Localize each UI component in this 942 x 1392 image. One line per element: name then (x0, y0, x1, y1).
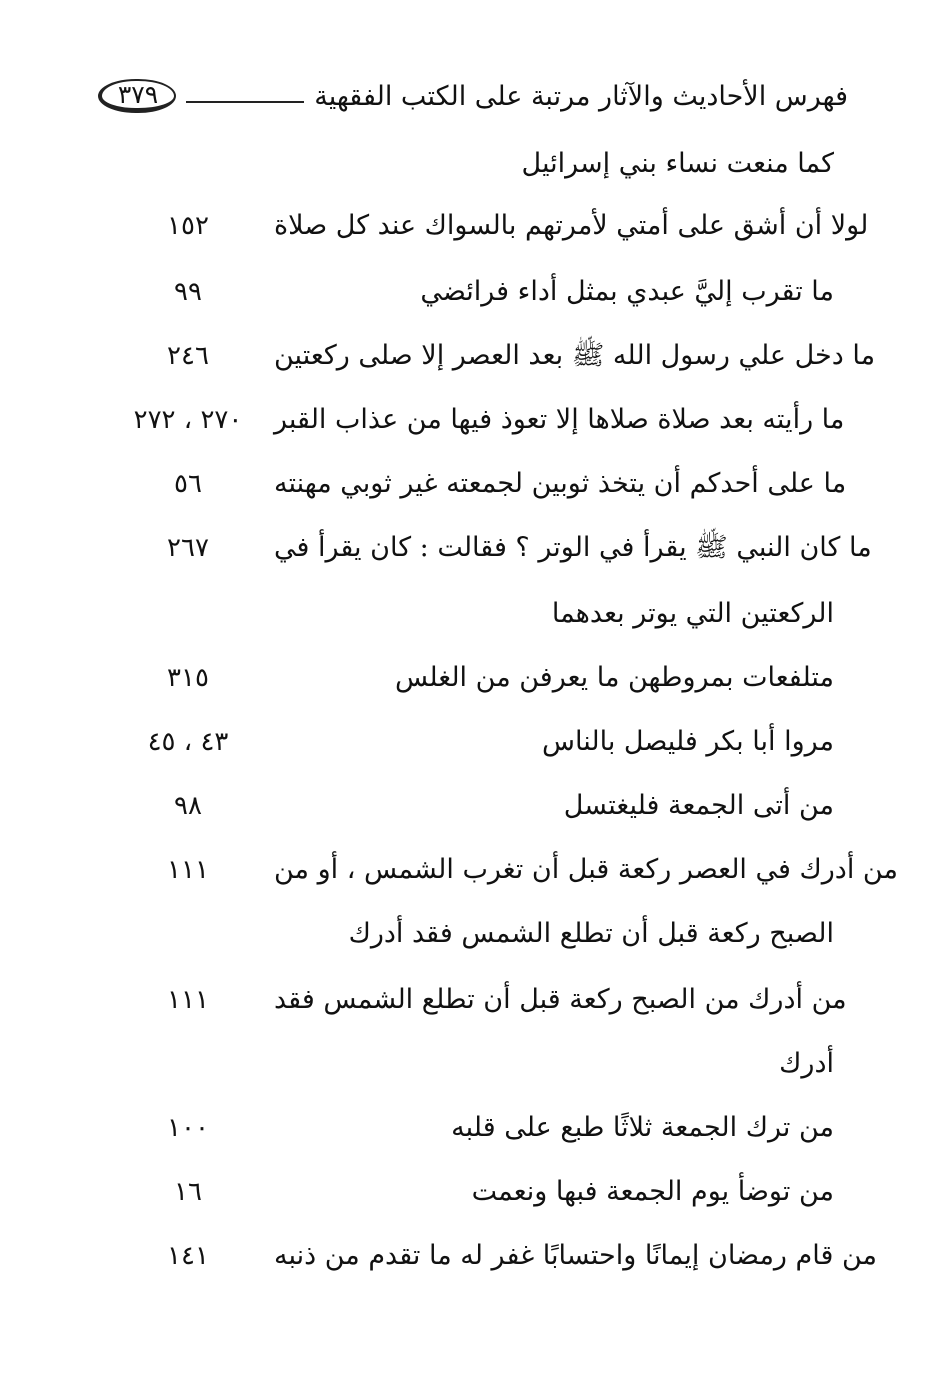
page-reference: ١٥٢ (167, 211, 209, 241)
page-reference: ٢٧٠ ، ٢٧٢ (133, 405, 243, 435)
page-reference: ٢٤٦ (167, 341, 209, 371)
hadith-text: ما تقرب إليَّ عبدي بمثل أداء فرائضي (420, 276, 834, 307)
hadith-text: الركعتين التي يوتر بعدهما (551, 598, 834, 629)
page-reference: ١١١ (167, 985, 209, 1015)
hadith-text: من ترك الجمعة ثلاثًا طبع على قلبه (451, 1112, 834, 1143)
hadith-text: لولا أن أشق على أمتي لأمرتهم بالسواك عند كل صلاة (274, 210, 869, 241)
page-reference: ١٠٠ (167, 1113, 209, 1143)
page-reference: ٢٦٧ (167, 533, 209, 563)
hadith-text: متلفعات بمروطهن ما يعرفن من الغلس (394, 662, 834, 693)
page-reference: ٤٣ ، ٤٥ (147, 727, 229, 757)
hadith-text: ما رأيته بعد صلاة صلاها إلا تعوذ فيها من عذاب القبر (274, 404, 845, 435)
running-header (98, 72, 848, 120)
hadith-text: الصبح ركعة قبل أن تطلع الشمس فقد أدرك (348, 918, 834, 949)
hadith-text: مروا أبا بكر فليصل بالناس (542, 726, 834, 757)
hadith-text: أدرك (779, 1048, 834, 1079)
header-title: فهرس الأحاديث والآثار مرتبة على الكتب الفقهية (314, 80, 848, 112)
hadith-text: ما كان النبي ﷺ يقرأ في الوتر ؟ فقالت : كان يقرأ في (274, 532, 872, 563)
page-reference: ٣١٥ (167, 663, 209, 693)
page-number: ٣٧٩ (117, 80, 159, 109)
hadith-text: من أدرك في العصر ركعة قبل أن تغرب الشمس ، أو من (274, 854, 898, 885)
hadith-text: من أدرك من الصبح ركعة قبل أن تطلع الشمس فقد (274, 984, 847, 1015)
hadith-text: ما دخل علي رسول الله ﷺ بعد العصر إلا صلى ركعتين (274, 340, 876, 371)
page-reference: ٥٦ (174, 469, 202, 499)
hadith-text: من أتى الجمعة فليغتسل (563, 790, 834, 821)
page-number-badge (98, 79, 176, 113)
page-reference: ٩٨ (174, 791, 202, 821)
hadith-text: من قام رمضان إيمانًا واحتسابًا غفر له ما تقدم من ذنبه (274, 1240, 877, 1271)
page-reference: ١١١ (167, 855, 209, 885)
hadith-text: ما على أحدكم أن يتخذ ثوبين لجمعته غير ثوبي مهنته (274, 468, 847, 499)
page-reference: ١٤١ (167, 1241, 209, 1271)
header-rule (186, 101, 304, 103)
page-reference: ١٦ (174, 1177, 202, 1207)
hadith-text: من توضأ يوم الجمعة فبها ونعمت (471, 1176, 834, 1207)
hadith-text: كما منعت نساء بني إسرائيل (521, 148, 834, 179)
page-reference: ٩٩ (174, 277, 202, 307)
